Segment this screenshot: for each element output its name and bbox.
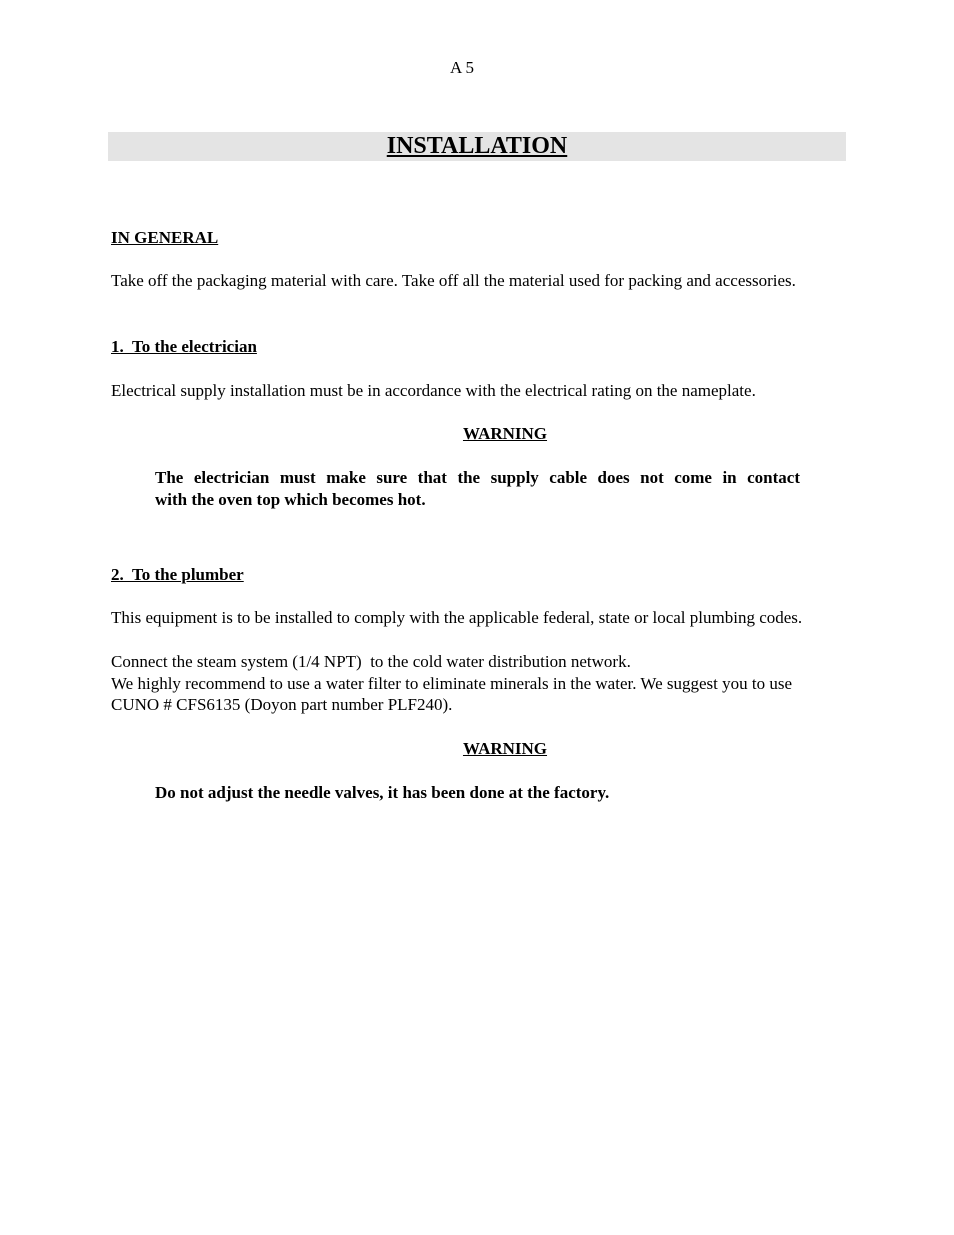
page-number: A 5 xyxy=(449,58,475,77)
plumber-paragraph-codes: This equipment is to be installed to comply with the applicable federal, state or local plumbing codes. xyxy=(111,608,803,627)
electrician-warning-line-2: with the oven top which becomes hot. xyxy=(155,490,426,509)
plumber-paragraph-steam: Connect the steam system (1/4 NPT) to the cold water distribution network. xyxy=(111,652,631,671)
electrician-warning-label: WARNING xyxy=(462,424,548,443)
electrician-paragraph: Electrical supply installation must be in accordance with the electrical rating on the nameplate. xyxy=(111,381,756,400)
section-heading-plumber: 2. To the plumber xyxy=(111,565,244,584)
section-heading-general: IN GENERAL xyxy=(111,228,219,247)
title-bar xyxy=(108,132,846,161)
plumber-warning-label: WARNING xyxy=(462,739,548,758)
plumber-warning-text: Do not adjust the needle valves, it has been done at the factory. xyxy=(155,783,610,802)
general-paragraph: Take off the packaging material with care. Take off all the material used for packing and accessories. xyxy=(111,271,796,290)
plumber-paragraph-filter: We highly recommend to use a water filter to eliminate minerals in the water. We suggest you to use xyxy=(111,674,793,693)
page-title: INSTALLATION xyxy=(386,133,568,159)
plumber-paragraph-cuno: CUNO # CFS6135 (Doyon part number PLF240). xyxy=(111,695,453,714)
section-heading-electrician: 1. To the electrician xyxy=(111,337,257,356)
electrician-warning-line-1: The electrician must make sure that the supply cable does not come in contact xyxy=(155,468,800,487)
